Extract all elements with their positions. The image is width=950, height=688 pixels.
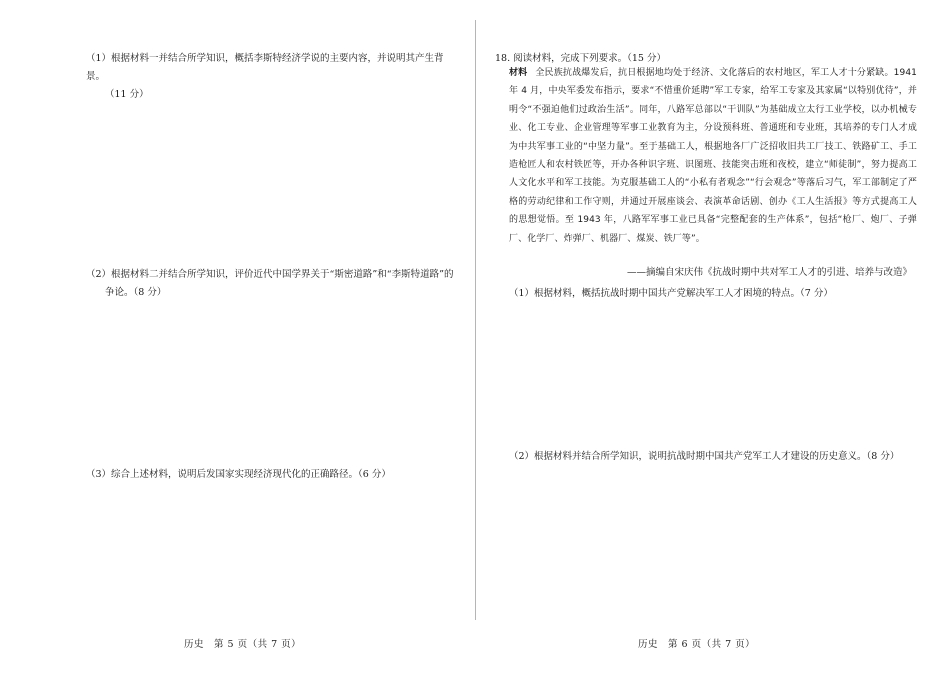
question-17-part-3-text: （3）综合上述材料，说明后发国家实现经济现代化的正确路径。（6 分） — [86, 469, 391, 480]
question-18-heading: 18. 阅读材料，完成下列要求。（15 分） — [495, 53, 666, 64]
question-18-part-2: （2）根据材料并结合所学知识，说明抗战时期中国共产党军工人才建设的历史意义。（8 分） — [509, 451, 900, 462]
right-exam-page — [476, 0, 950, 688]
question-17-part-3 — [86, 466, 461, 484]
left-page-footer: 历史 第 5 页（共 7 页） — [184, 639, 302, 650]
material-label: 材料 — [509, 68, 528, 78]
material-source: ——摘编自宋庆伟《抗战时期中共对军工人才的引进、培养与改造》 — [626, 267, 912, 278]
question-18-part-1: （1）根据材料，概括抗战时期中国共产党解决军工人才困境的特点。（7 分） — [509, 288, 833, 299]
material-text: 全民族抗战爆发后，抗日根据地均处于经济、文化落后的农村地区，军工人才十分紧缺。1941 年 4 月，中央军委发布指示，要求“不惜重价延聘”军工专家，给军工专家及其家属“以特别优待”，并明令“不强迫他们过政治生活”。同年，八路军总部以“干训队”为基础成立太行工业学校，以办机械专业、化工专业、企业管理等军事工业教育为主，分设预科班、普通班和专业班，其培养的专门人才成为中共军事工业的“中坚力量”。至于基础工人，根据地各厂广泛招收旧共工厂技工、铁路矿工、手工造枪匠人和农村铁匠等，开办各种识字班、识图班、技能突击班和夜校，建立“师徒制”，努力提高工人文化水平和军工技能。为克服基础工人的“小私有者观念”“行会观念”等落后习气，军工部制定了严格的劳动纪律和工作守则，并通过开展座谈会、表演革命话剧、创办《工人生活报》等方式提高工人的思想觉悟。至 1943 年，八路军军事工业已具备“完整配套的生产体系”，包括“枪厂、炮厂、子弹厂、化学厂、炸弹厂、机器厂、煤炭、铁厂等”。 — [509, 68, 917, 244]
question-17-part-1-score: （11 分） — [105, 89, 149, 100]
question-18-material — [509, 64, 917, 248]
question-17-part-2-text: （2）根据材料二并结合所学知识，评价近代中国学界关于“斯密道路”和“李斯特道路”的 — [86, 269, 454, 280]
question-17-part-2 — [86, 266, 461, 302]
question-17-part-1-text: （1）根据材料一并结合所学知识，概括李斯特经济学说的主要内容，并说明其产生背景。 — [86, 53, 444, 82]
question-17-part-1 — [86, 50, 461, 104]
question-17-part-2-tail: 争论。（8 分） — [105, 287, 167, 298]
right-page-footer: 历史 第 6 页（共 7 页） — [638, 639, 756, 650]
